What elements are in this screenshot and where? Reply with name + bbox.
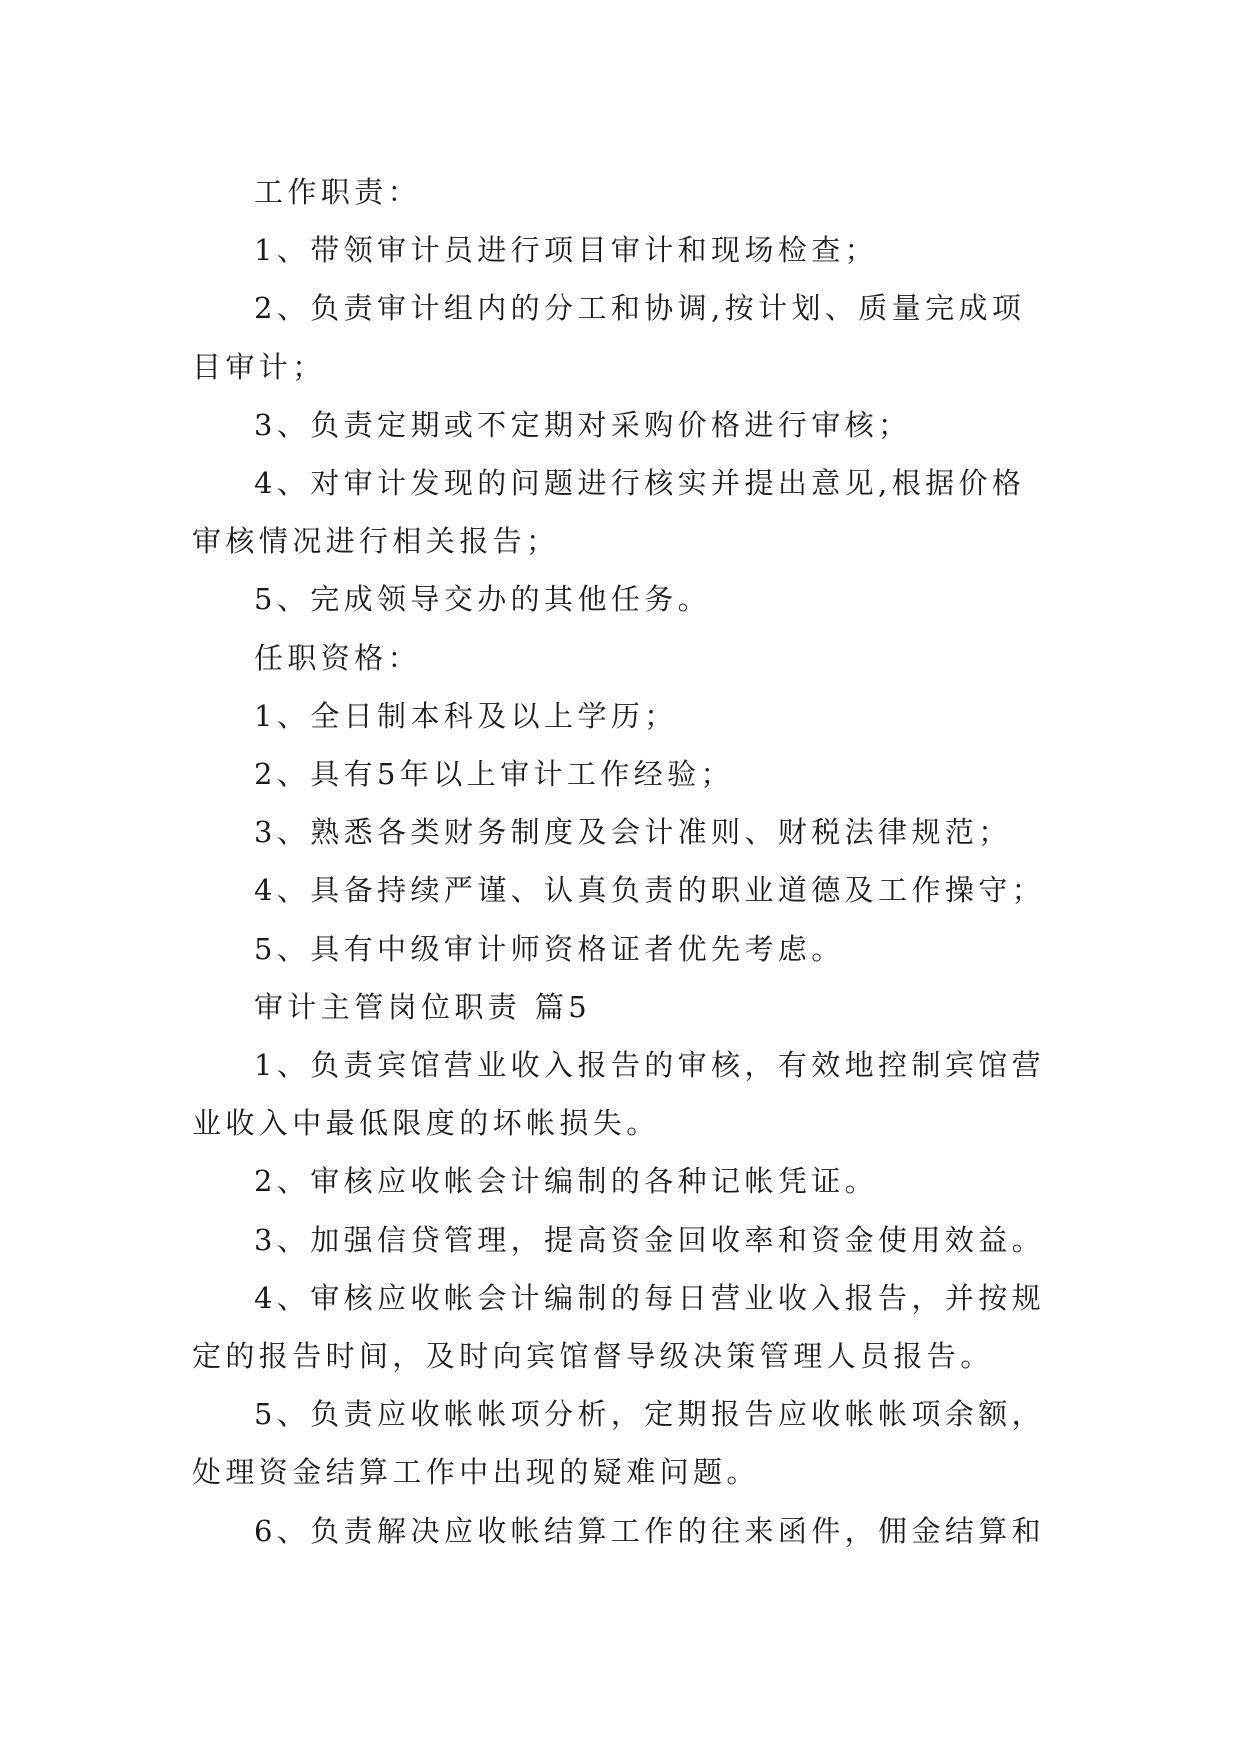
qualification-item-2: 2、具有5年以上审计工作经验； bbox=[254, 757, 734, 792]
duty-item-3: 3、负责定期或不定期对采购价格进行审核； bbox=[254, 407, 912, 442]
duty-item-4: 4、对审计发现的问题进行核实并提出意见,根据价格审核情况进行相关报告； bbox=[192, 466, 1026, 559]
qualification-item-3: 3、熟悉各类财务制度及会计准则、财税法律规范； bbox=[254, 815, 1012, 850]
responsibility-item-4: 4、审核应收帐会计编制的每日营业收入报告，并按规定的报告时间，及时向宾馆督导级决策管理人员报告。 bbox=[192, 1280, 1046, 1374]
section-heading-qualifications: 任职资格： bbox=[254, 640, 422, 675]
responsibility-item-3: 3、加强信贷管理，提高资金回收率和资金使用效益。 bbox=[254, 1222, 1046, 1257]
duty-item-5: 5、完成领导交办的其他任务。 bbox=[254, 582, 712, 617]
qualification-item-5: 5、具有中级审计师资格证者优先考虑。 bbox=[254, 931, 845, 966]
section-heading-job-duties: 工作职责： bbox=[254, 175, 422, 209]
responsibility-item-6: 6、负责解决应收帐结算工作的往来函件，佣金结算和 bbox=[254, 1513, 1046, 1548]
responsibility-item-1: 1、负责宾馆营业收入报告的审核，有效地控制宾馆营业收入中最低限度的坏帐损失。 bbox=[192, 1048, 1046, 1141]
duty-item-1: 1、带领审计员进行项目审计和现场检查； bbox=[254, 233, 879, 268]
responsibility-item-2: 2、审核应收帐会计编制的各种记帐凭证。 bbox=[254, 1164, 879, 1199]
section-title-article-5: 审计主管岗位职责 篇5 bbox=[254, 989, 592, 1024]
duty-item-2: 2、负责审计组内的分工和协调,按计划、质量完成项目审计； bbox=[192, 291, 1026, 384]
responsibility-item-5: 5、负责应收帐帐项分析，定期报告应收帐帐项余额，处理资金结算工作中出现的疑难问题。 bbox=[192, 1397, 1046, 1490]
qualification-item-1: 1、全日制本科及以上学历； bbox=[254, 698, 678, 733]
document-body bbox=[192, 163, 1054, 1560]
qualification-item-4: 4、具备持续严谨、认真负责的职业道德及工作操守； bbox=[254, 873, 1046, 908]
